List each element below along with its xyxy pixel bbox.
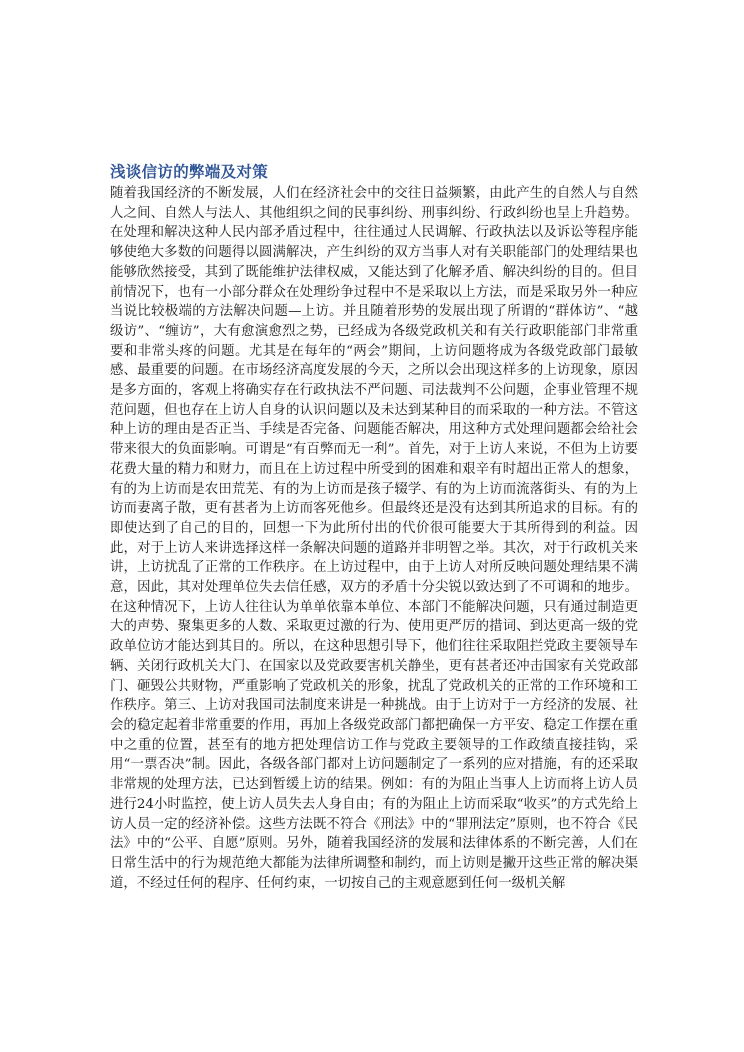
- document-body-paragraph: 随着我国经济的不断发展，人们在经济社会中的交往日益频繁，由此产生的自然人与自然人之间、自然人与法人、其他组织之间的民事纠纷、刑事纠纷、行政纠纷也呈上升趋势。在处理和解决这种人民内部矛盾过程中，往往通过人民调解、行政执法以及诉讼等程序能够使绝大多数的问题得以圆满解决，产生纠纷的双方当事人对有关职能部门的处理结果也能够欣然接受，其到了既能维护法律权威，又能达到了化解矛盾、解决纠纷的目的。但目前情况下，也有一小部分群众在处理纷争过程中不是采取以上方法，而是采取另外一种应当说比较极端的方法解决问题—上访。并且随着形势的发展出现了所谓的“群体访”、“越级访”、“缠访”，大有愈演愈烈之势，已经成为各级党政机关和有关行政职能部门非常重要和非常头疼的问题。尤其是在每年的“两会”期间，上访问题将成为各级党政部门最敏感、最重要的问题。在市场经济高度发展的今天，之所以会出现这样多的上访现象，原因是多方面的，客观上将确实存在行政执法不严问题、司法裁判不公问题，企事业管理不规范问题，但也存在上访人自身的认识问题以及未达到某种目的而采取的一种方法。不管这种上访的理由是否正当、手续是否完备、问题能否解决，用这种方式处理问题都会给社会带来很大的负面影响。可谓是“有百弊而无一利”。首先，对于上访人来说，不但为上访要花费大量的精力和财力，而且在上访过程中所受到的困难和艰辛有时超出正常人的想象，有的为上访而是农田荒芜、有的为上访而是孩子辍学、有的为上访而流落街头、有的为上访而妻离子散，更有甚者为上访而客死他乡。但最终还是没有达到其所追求的目标。有的即使达到了自己的目的，回想一下为此所付出的代价很可能要大于其所得到的利益。因此，对于上访人来讲选择这样一条解决问题的道路并非明智之举。其次，对于行政机关来讲，上访扰乱了正常的工作秩序。在上访过程中，由于上访人对所反映问题处理结果不满意，因此，其对处理单位失去信任感，双方的矛盾十分尖锐以致达到了不可调和的地步。在这种情况下，上访人往往认为单单依靠本单位、本部门不能解决问题，只有通过制造更大的声势、聚集更多的人数、采取更过激的行为、使用更严厉的措词、到达更高一级的党政单位访才能达到其目的。所以，在这种思想引导下，他们往往采取阻拦党政主要领导车辆、关闭行政机关大门、在国家以及党政要害机关静坐，更有甚者还冲击国家有关党政部门、砸毁公共财物，严重影响了党政机关的形象，扰乱了党政机关的正常的工作环境和工作秩序。第三、上访对我国司法制度来讲是一种挑战。由于上访对于一方经济的发展、社会的稳定起着非常重要的作用，再加上各级党政部门都把确保一方平安、稳定工作摆在重中之重的位置，甚至有的地方把处理信访工作与党政主要领导的工作政绩直接挂钩，采用“一票否决”制。因此，各级各部门都对上访问题制定了一系列的应对措施，有的还采取非常规的处理方法，已达到暂缓上访的结果。例如：有的为阻止当事人上访而将上访人员进行24小时监控，使上访人员失去人身自由；有的为阻止上访而采取“收买”的方式先给上访人员一定的经济补偿。这些方法既不符合《刑法》中的“罪刑法定”原则，也不符合《民法》中的“公平、自愿”原则。另外，随着我国经济的发展和法律体系的不断完善，人们在日常生活中的行为规范绝大都能为法律所调整和制约，而上访则是撇开这些正常的解决渠道，不经过任何的程序、任何约束，一切按自己的主观意愿到任何一级机关解: [110, 186, 638, 891]
- document-title: 浅谈信访的弊端及对策: [110, 162, 269, 181]
